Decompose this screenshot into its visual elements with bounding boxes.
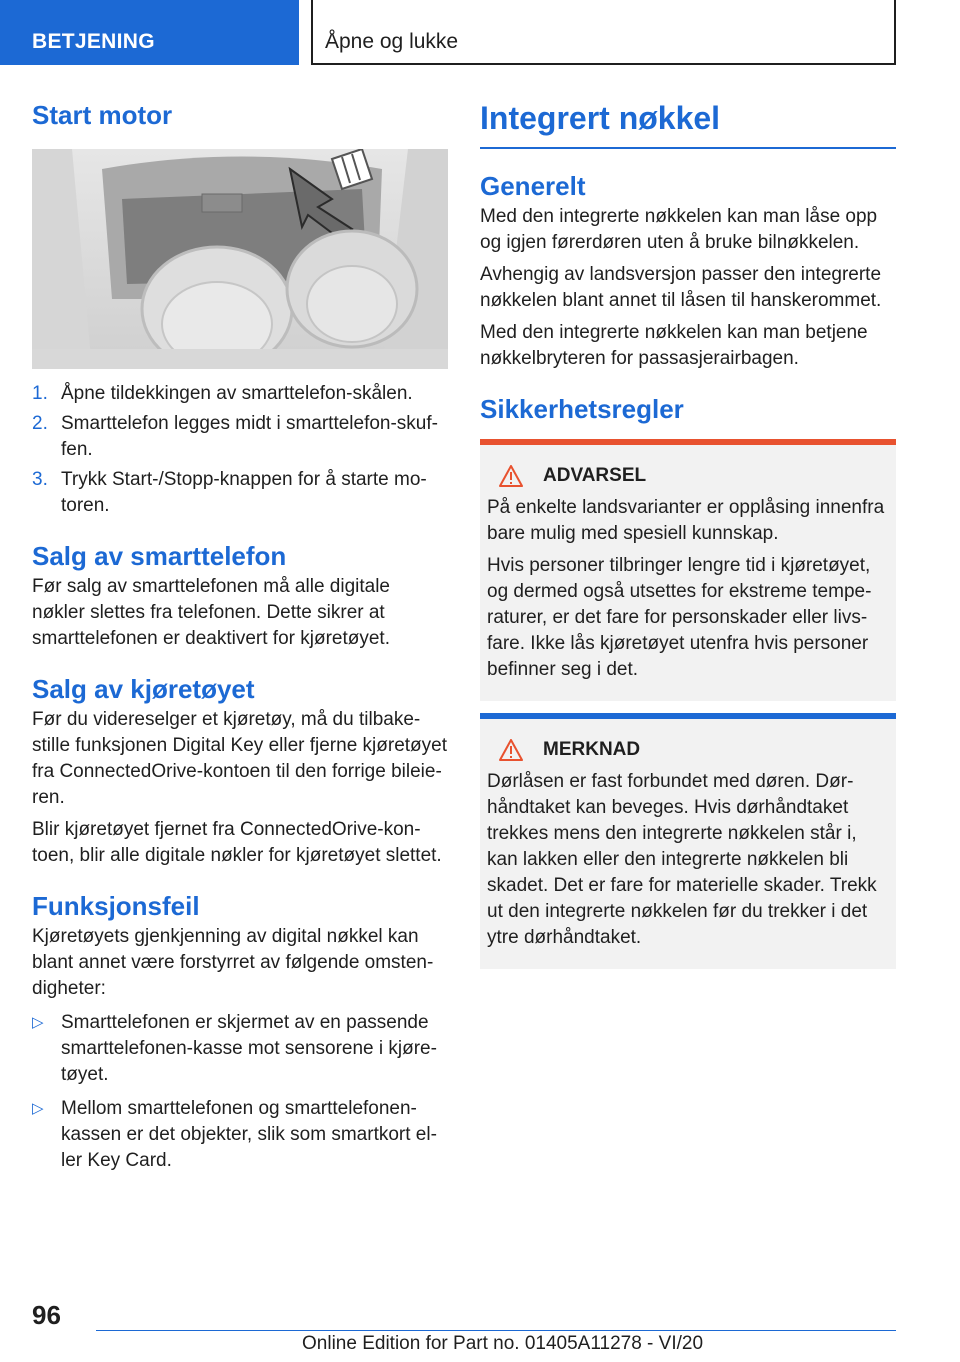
section-tab: [0, 0, 299, 65]
general-text-1: Med den integrerte nøkkelen kan man låse opp og igjen førerdøren uten å bruke bilnøkkelen.: [480, 206, 878, 253]
bullet-text: Mellom smarttelefonen og smarttelefonen-kassen er det objekter, slik som smartkort eller Key Card.: [61, 1098, 437, 1171]
note-text: Dørlåsen er fast forbundet med døren. Dørhåndtaket kan beveges. Hvis dørhåndtaket trekkes mens den integrerte nøkkelen står i, kan lakken eller den integrerte nøkkelen bli skadet. Det er fare for materielle skader. Trekk ut den integrerte nøkkelen før du trekker i det ytre dørhåndtaket.: [487, 771, 877, 948]
footer-divider: [96, 1330, 896, 1331]
warning-text-2: Hvis personer tilbringer lengre tid i kjøretøyet, og dermed også utsettes for ekstreme temperaturer, er det fare for personskader eller livsfare. Ikke lås kjøretøyet utenfra hvis personer befinner seg i det.: [487, 555, 872, 680]
note-header: [487, 737, 889, 763]
step-number: 2.: [32, 413, 48, 434]
warning-text-1: På enkelte landsvarianter er opplåsing innenfra bare mulig med spesiell kunnskap.: [487, 497, 885, 544]
list-item: [32, 467, 448, 519]
warning-triangle-icon: [499, 465, 523, 487]
page-header: [311, 0, 896, 65]
malfunction-text: Kjøretøyets gjenkjenning av digital nøkkel kan blant annet være forstyrret av følgende omstendigheter:: [32, 926, 434, 999]
triangle-right-icon: ▷: [32, 1100, 44, 1117]
warning-label: ADVARSEL: [543, 465, 647, 486]
edition-text: Online Edition for Part no. 01405A11278 - VI/20: [302, 1333, 704, 1354]
malfunction-heading: Funksjonsfeil: [32, 891, 200, 921]
safety-heading: Sikkerhetsregler: [480, 394, 684, 424]
warning-triangle-icon: [499, 739, 523, 761]
sale-phone-text: Før salg av smarttelefonen må alle digitale nøkler slettes fra telefonen. Dette sikrer at smarttelefonen er deaktivert for kjøretøyet.: [32, 576, 390, 649]
general-heading: Generelt: [480, 171, 586, 201]
note-box: [480, 713, 896, 969]
page-title: Åpne og lukke: [325, 30, 459, 53]
title-divider: [480, 147, 896, 149]
right-column: [480, 100, 896, 425]
step-text: Trykk Start-/Stopp-knappen for å starte motoren.: [61, 469, 427, 516]
note-label: MERKNAD: [543, 739, 641, 760]
phone-tray-illustration: [32, 149, 448, 369]
section-label: BETJENING: [32, 30, 155, 53]
general-text-3: Med den integrerte nøkkelen kan man betjene nøkkelbryteren for passasjerairbagen.: [480, 322, 868, 369]
list-item: [32, 1096, 448, 1174]
integrated-key-title: Integrert nøkkel: [480, 100, 721, 136]
triangle-right-icon: ▷: [32, 1014, 44, 1031]
start-steps-list: [32, 381, 448, 519]
list-item: [32, 381, 448, 407]
list-item: [32, 1010, 448, 1088]
list-item: [32, 411, 448, 463]
warning-box: [480, 439, 896, 701]
malfunction-list: [32, 1010, 448, 1174]
step-number: 1.: [32, 383, 48, 404]
sale-vehicle-text-2: Blir kjøretøyet fjernet fra ConnectedOrive-kontoen, blir alle digitale nøkler for kjøretøyet slettet.: [32, 819, 442, 866]
step-text: Smarttelefon legges midt i smarttelefon-skuffen.: [61, 413, 438, 460]
left-column: [32, 100, 448, 1174]
bullet-text: Smarttelefonen er skjermet av en passende smarttelefonen-kasse mot sensorene i kjøretøyet.: [61, 1012, 437, 1085]
step-number: 3.: [32, 469, 48, 490]
phone-tray-image: [32, 149, 448, 369]
general-text-2: Avhengig av landsversjon passer den integrerte nøkkelen blant annet til låsen til hanskerommet.: [480, 264, 882, 311]
sale-phone-heading: Salg av smarttelefon: [32, 541, 287, 571]
start-engine-heading: Start motor: [32, 100, 173, 130]
sale-vehicle-text-1: Før du videreselger et kjøretøy, må du tilbakestille funksjonen Digital Key eller fjerne kjøretøyet fra ConnectedOrive-kontoen til den forrige bileieren.: [32, 709, 448, 808]
page-number: 96: [32, 1300, 61, 1330]
step-text: Åpne tildekkingen av smarttelefon-skålen.: [61, 383, 413, 404]
warning-header: [487, 463, 889, 489]
sale-vehicle-heading: Salg av kjøretøyet: [32, 674, 255, 704]
